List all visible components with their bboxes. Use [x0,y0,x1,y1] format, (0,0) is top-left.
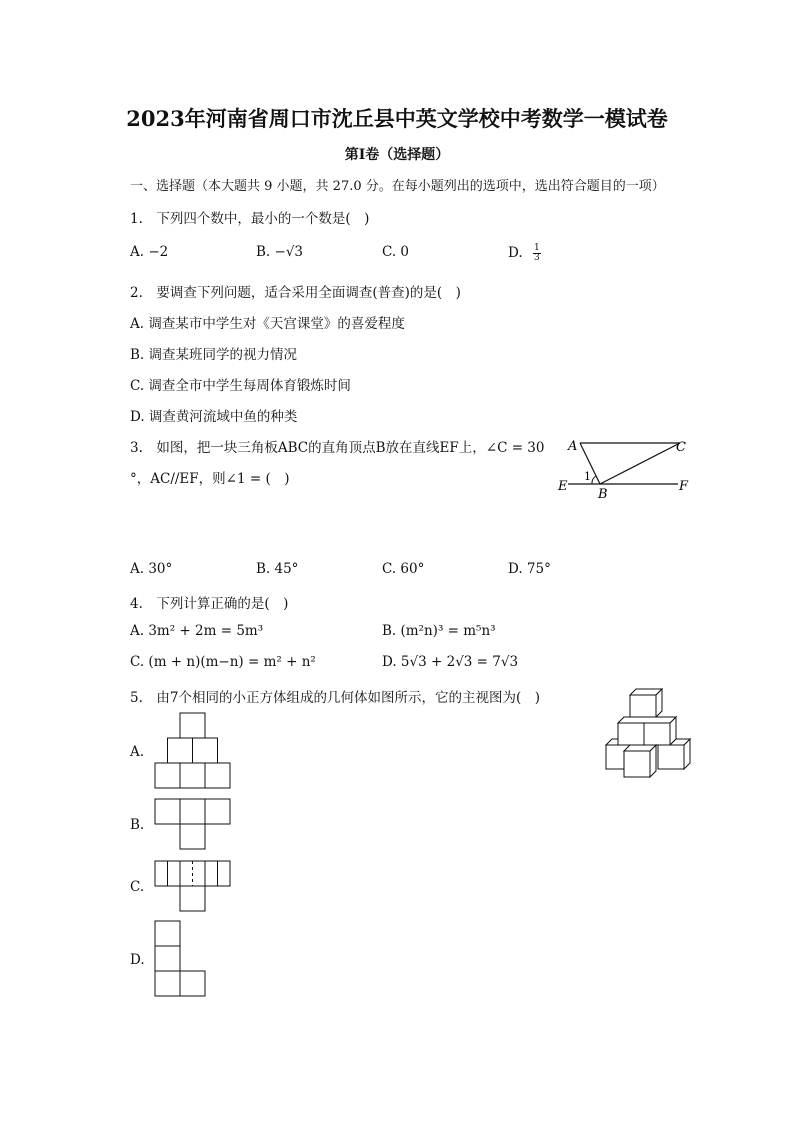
question-1: 1. 下列四个数中，最小的一个数是( ) [130,211,370,227]
q2-option-b: B. 调查某班同学的视力情况 [130,347,298,363]
q3-option-b: B. 45° [256,561,299,577]
q2-option-c: C. 调查全市中学生每周体育锻炼时间 [130,378,351,394]
cube-top-face [624,745,656,751]
label-b: B [598,487,608,502]
q5-cube-solid-figure [600,685,720,785]
q1-option-d-fraction [533,244,541,263]
q3-option-a: A. 30° [130,561,173,577]
cube-front-face [624,751,650,777]
label-a: A [568,439,578,454]
q1-option-d-label: D. [508,245,523,261]
q3-option-c: C. 60° [382,561,425,577]
cube-top-face [606,739,618,745]
q2-option-a: A. 调查某市中学生对《天宫课堂》的喜爱程度 [130,316,405,332]
label-f: F [679,479,689,494]
cube-top-face [618,717,676,723]
question-3-line-1: 3. 如图，把一块三角板ABC的直角顶点B放在直线EF上，∠C = 30 [130,440,545,456]
line-bc [600,443,680,484]
fraction-denominator: 3 [533,253,540,263]
q4-option-d: D. 5√3 + 2√3 = 7√3 [382,654,519,670]
q5-option-b-view [154,798,234,852]
fraction-numerator: 1 [533,243,540,253]
question-5: 5. 由7个相同的小正方体组成的几何体如图所示，它的主视图为( ) [130,690,541,706]
label-c: C [676,440,686,455]
cube-front-face [658,745,684,769]
q1-option-d [508,244,541,263]
q5-option-a-view [154,712,234,790]
q2-option-d: D. 调查黄河流域中鱼的种类 [130,409,298,425]
q1-option-c: C. 0 [382,244,410,260]
angle-1-arc [592,476,596,484]
cube-front-face [630,695,656,717]
q5-option-c-view [154,860,234,914]
section-heading: 一、选择题（本大题共 9 小题，共 27.0 分。在每小题列出的选项中，选出符合题目的一项） [130,179,665,194]
question-2: 2. 要调查下列问题，适合采用全面调查(普查)的是( ) [130,285,461,301]
q4-option-a: A. 3m² + 2m = 5m³ [130,623,264,639]
cube-front-face [644,723,670,745]
q5-option-d-view [154,920,214,998]
q4-option-b: B. (m²n)³ = m⁵n³ [382,623,496,639]
page-title: 2023年河南省周口市沈丘县中英文学校中考数学一模试卷 [126,106,668,131]
page-subtitle: 第Ⅰ卷（选择题） [344,147,450,163]
q3-triangle-figure [550,432,700,504]
label-e: E [558,479,568,494]
q3-option-d: D. 75° [508,561,551,577]
q1-option-b: B. −√3 [256,244,304,260]
q4-option-c: C. (m + n)(m−n) = m² + n² [130,654,316,670]
question-4: 4. 下列计算正确的是( ) [130,596,289,612]
q5-option-c: C. [130,879,145,895]
cube-front-face [618,723,644,745]
q1-option-a: A. −2 [130,244,169,260]
q5-option-a: A. [130,744,145,760]
question-3-line-2: °，AC//EF，则∠1 = ( ) [130,471,290,487]
q5-option-d: D. [130,952,145,968]
q5-option-b: B. [130,817,145,833]
label-angle-1: 1 [584,470,591,483]
